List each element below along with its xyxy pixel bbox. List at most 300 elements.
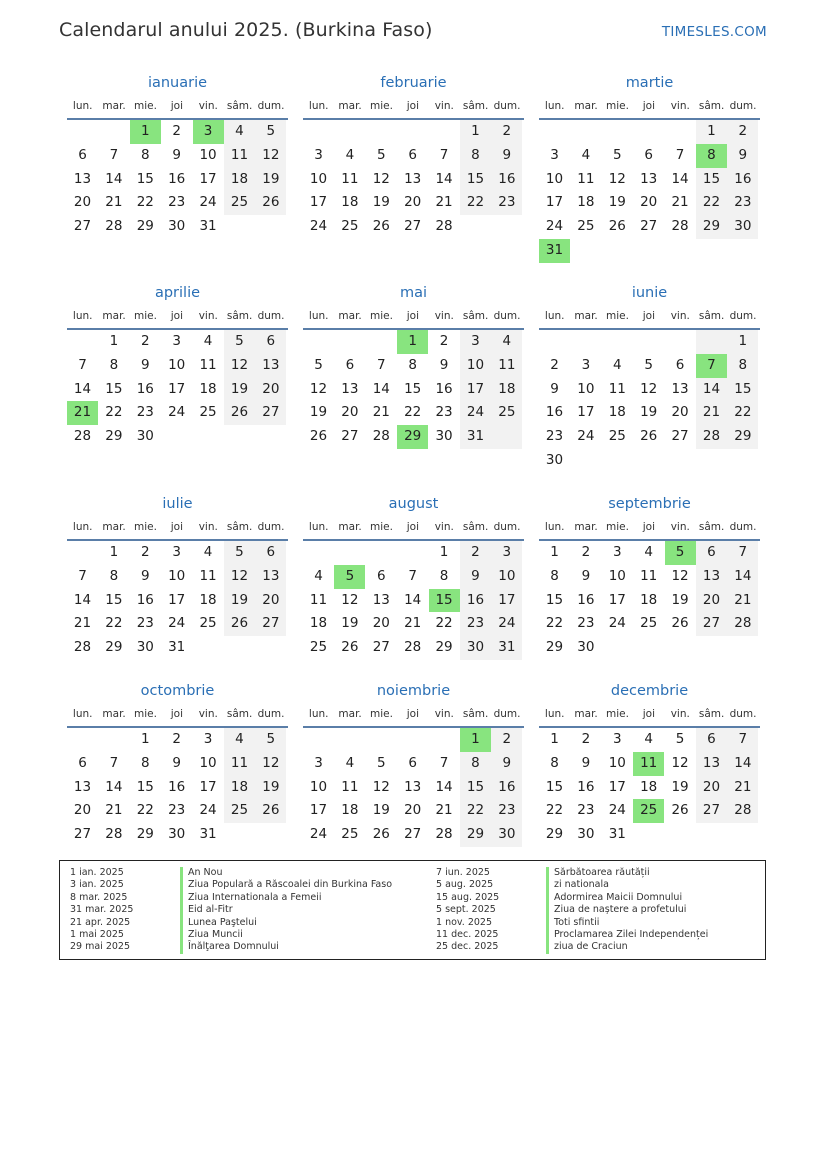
day-cell[interactable]: 2 — [491, 120, 522, 144]
holiday-day-cell[interactable]: 15 — [429, 589, 460, 613]
day-cell[interactable]: 22 — [105, 615, 123, 632]
day-cell[interactable]: 12 — [224, 565, 255, 589]
day-cell[interactable]: 20 — [255, 589, 286, 613]
day-cell[interactable]: 29 — [105, 428, 123, 445]
day-cell[interactable]: 23 — [491, 799, 522, 823]
day-cell[interactable]: 3 — [550, 146, 559, 163]
day-cell[interactable]: 25 — [341, 826, 359, 843]
day-cell[interactable]: 12 — [255, 752, 286, 776]
day-cell[interactable]: 11 — [341, 778, 359, 795]
day-cell[interactable]: 20 — [671, 404, 689, 421]
day-cell[interactable]: 10 — [199, 146, 217, 163]
day-cell[interactable]: 27 — [255, 401, 286, 425]
day-cell[interactable]: 15 — [727, 378, 758, 402]
day-cell[interactable]: 12 — [640, 380, 658, 397]
day-cell[interactable]: 5 — [224, 541, 255, 565]
day-cell[interactable]: 18 — [577, 194, 595, 211]
day-cell[interactable]: 17 — [199, 170, 217, 187]
day-cell[interactable]: 13 — [372, 591, 390, 608]
day-cell[interactable]: 19 — [608, 194, 626, 211]
day-cell[interactable]: 19 — [640, 404, 658, 421]
day-cell[interactable]: 24 — [460, 401, 491, 425]
day-cell[interactable]: 3 — [612, 731, 622, 747]
day-cell[interactable]: 12 — [372, 778, 390, 795]
day-cell[interactable]: 16 — [577, 778, 595, 795]
day-cell[interactable]: 7 — [78, 567, 87, 584]
day-cell[interactable]: 11 — [577, 170, 595, 187]
day-cell[interactable]: 8 — [550, 754, 559, 771]
day-cell[interactable]: 27 — [73, 218, 92, 235]
day-cell[interactable]: 24 — [545, 218, 564, 235]
day-cell[interactable]: 10 — [460, 354, 491, 378]
day-cell[interactable]: 4 — [224, 120, 255, 144]
day-cell[interactable]: 15 — [136, 170, 154, 187]
day-cell[interactable]: 9 — [727, 144, 758, 168]
day-cell[interactable]: 26 — [341, 639, 359, 656]
day-cell[interactable]: 6 — [255, 541, 286, 565]
day-cell[interactable]: 6 — [644, 146, 653, 163]
day-cell[interactable]: 18 — [309, 615, 328, 632]
day-cell[interactable]: 29 — [696, 215, 727, 239]
day-cell[interactable]: 25 — [224, 799, 255, 823]
day-cell[interactable]: 15 — [545, 778, 564, 795]
day-cell[interactable]: 1 — [460, 120, 491, 144]
day-cell[interactable]: 3 — [314, 146, 323, 163]
day-cell[interactable]: 16 — [168, 170, 186, 187]
day-cell[interactable]: 25 — [640, 615, 658, 632]
day-cell[interactable]: 25 — [341, 218, 359, 235]
day-cell[interactable]: 11 — [341, 170, 359, 187]
day-cell[interactable]: 22 — [435, 615, 453, 632]
day-cell[interactable]: 6 — [78, 754, 87, 771]
day-cell[interactable]: 11 — [199, 567, 217, 584]
day-cell[interactable]: 19 — [255, 776, 286, 800]
day-cell[interactable]: 21 — [435, 802, 453, 819]
day-cell[interactable]: 7 — [439, 146, 449, 163]
day-cell[interactable]: 3 — [612, 544, 622, 560]
holiday-day-cell[interactable]: 8 — [696, 144, 727, 168]
day-cell[interactable]: 2 — [172, 731, 181, 747]
day-cell[interactable]: 17 — [309, 194, 328, 211]
day-cell[interactable]: 2 — [581, 731, 591, 747]
day-cell[interactable]: 19 — [671, 591, 689, 608]
day-cell[interactable]: 14 — [105, 170, 123, 187]
day-cell[interactable]: 16 — [136, 591, 154, 608]
day-cell[interactable]: 4 — [345, 146, 355, 163]
day-cell[interactable]: 25 — [224, 191, 255, 215]
day-cell[interactable]: 1 — [109, 544, 119, 560]
day-cell[interactable]: 11 — [199, 356, 217, 373]
day-cell[interactable]: 10 — [577, 380, 595, 397]
day-cell[interactable]: 17 — [168, 380, 186, 397]
day-cell[interactable]: 31 — [168, 639, 186, 656]
day-cell[interactable]: 29 — [136, 218, 154, 235]
day-cell[interactable]: 7 — [408, 567, 417, 584]
day-cell[interactable]: 18 — [341, 802, 359, 819]
day-cell[interactable]: 21 — [435, 194, 453, 211]
day-cell[interactable]: 16 — [136, 380, 154, 397]
day-cell[interactable]: 21 — [727, 776, 758, 800]
day-cell[interactable]: 30 — [435, 428, 453, 445]
day-cell[interactable]: 23 — [577, 802, 595, 819]
day-cell[interactable]: 22 — [105, 404, 123, 421]
day-cell[interactable]: 8 — [727, 354, 758, 378]
day-cell[interactable]: 6 — [376, 567, 386, 584]
day-cell[interactable]: 18 — [491, 378, 522, 402]
day-cell[interactable]: 13 — [404, 170, 422, 187]
day-cell[interactable]: 26 — [671, 802, 689, 819]
day-cell[interactable]: 28 — [105, 218, 123, 235]
day-cell[interactable]: 25 — [199, 615, 217, 632]
day-cell[interactable]: 29 — [435, 639, 453, 656]
day-cell[interactable]: 4 — [491, 330, 522, 354]
day-cell[interactable]: 31 — [199, 218, 217, 235]
day-cell[interactable]: 19 — [309, 404, 328, 421]
day-cell[interactable]: 4 — [203, 333, 213, 349]
day-cell[interactable]: 5 — [255, 728, 286, 752]
day-cell[interactable]: 4 — [224, 728, 255, 752]
day-cell[interactable]: 17 — [168, 591, 186, 608]
day-cell[interactable]: 13 — [640, 170, 658, 187]
day-cell[interactable]: 14 — [727, 752, 758, 776]
day-cell[interactable]: 2 — [140, 333, 150, 349]
day-cell[interactable]: 1 — [550, 731, 559, 747]
day-cell[interactable]: 26 — [640, 428, 658, 445]
day-cell[interactable]: 7 — [78, 356, 87, 373]
day-cell[interactable]: 12 — [608, 170, 626, 187]
day-cell[interactable]: 14 — [404, 591, 422, 608]
day-cell[interactable]: 11 — [224, 144, 255, 168]
day-cell[interactable]: 14 — [73, 380, 92, 397]
holiday-day-cell[interactable]: 3 — [193, 120, 224, 144]
day-cell[interactable]: 20 — [696, 589, 727, 613]
day-cell[interactable]: 4 — [581, 146, 591, 163]
day-cell[interactable]: 20 — [696, 776, 727, 800]
day-cell[interactable]: 19 — [224, 378, 255, 402]
day-cell[interactable]: 14 — [105, 778, 123, 795]
day-cell[interactable]: 28 — [105, 826, 123, 843]
holiday-day-cell[interactable]: 11 — [633, 752, 664, 776]
day-cell[interactable]: 12 — [224, 354, 255, 378]
day-cell[interactable]: 10 — [608, 754, 626, 771]
day-cell[interactable]: 13 — [696, 565, 727, 589]
day-cell[interactable]: 10 — [168, 356, 186, 373]
day-cell[interactable]: 2 — [491, 728, 522, 752]
day-cell[interactable]: 12 — [255, 144, 286, 168]
day-cell[interactable]: 30 — [545, 451, 564, 468]
day-cell[interactable]: 22 — [696, 191, 727, 215]
day-cell[interactable]: 9 — [172, 146, 181, 163]
day-cell[interactable]: 22 — [460, 191, 491, 215]
day-cell[interactable]: 3 — [172, 333, 181, 349]
holiday-day-cell[interactable]: 1 — [460, 728, 491, 752]
day-cell[interactable]: 23 — [727, 191, 758, 215]
day-cell[interactable]: 28 — [372, 428, 390, 445]
day-cell[interactable]: 23 — [168, 802, 186, 819]
day-cell[interactable]: 20 — [73, 194, 92, 211]
day-cell[interactable]: 15 — [105, 591, 123, 608]
day-cell[interactable]: 21 — [73, 615, 92, 632]
day-cell[interactable]: 19 — [224, 589, 255, 613]
day-cell[interactable]: 29 — [545, 639, 564, 656]
day-cell[interactable]: 26 — [255, 799, 286, 823]
day-cell[interactable]: 10 — [168, 567, 186, 584]
day-cell[interactable]: 4 — [612, 356, 622, 373]
day-cell[interactable]: 18 — [608, 404, 626, 421]
day-cell[interactable]: 15 — [105, 380, 123, 397]
day-cell[interactable]: 14 — [73, 591, 92, 608]
day-cell[interactable]: 2 — [581, 544, 591, 560]
day-cell[interactable]: 4 — [345, 754, 355, 771]
day-cell[interactable]: 26 — [372, 826, 390, 843]
day-cell[interactable]: 30 — [727, 215, 758, 239]
day-cell[interactable]: 14 — [372, 380, 390, 397]
day-cell[interactable]: 13 — [696, 752, 727, 776]
day-cell[interactable]: 28 — [696, 425, 727, 449]
day-cell[interactable]: 11 — [640, 567, 658, 584]
day-cell[interactable]: 29 — [136, 826, 154, 843]
day-cell[interactable]: 16 — [491, 776, 522, 800]
day-cell[interactable]: 26 — [309, 428, 328, 445]
holiday-day-cell[interactable]: 5 — [665, 541, 696, 565]
day-cell[interactable]: 6 — [408, 146, 417, 163]
day-cell[interactable]: 3 — [491, 541, 522, 565]
day-cell[interactable]: 27 — [671, 428, 689, 445]
day-cell[interactable]: 30 — [577, 826, 595, 843]
day-cell[interactable]: 14 — [727, 565, 758, 589]
day-cell[interactable]: 4 — [314, 567, 323, 584]
day-cell[interactable]: 22 — [136, 802, 154, 819]
day-cell[interactable]: 20 — [73, 802, 92, 819]
holiday-day-cell[interactable]: 31 — [539, 239, 570, 263]
day-cell[interactable]: 11 — [491, 354, 522, 378]
day-cell[interactable]: 9 — [140, 567, 150, 584]
day-cell[interactable]: 17 — [460, 378, 491, 402]
holiday-day-cell[interactable]: 29 — [397, 425, 428, 449]
day-cell[interactable]: 2 — [439, 333, 449, 349]
day-cell[interactable]: 10 — [309, 170, 328, 187]
day-cell[interactable]: 8 — [140, 146, 150, 163]
day-cell[interactable]: 30 — [136, 428, 154, 445]
day-cell[interactable]: 28 — [73, 428, 92, 445]
day-cell[interactable]: 4 — [644, 544, 653, 560]
day-cell[interactable]: 24 — [491, 612, 522, 636]
day-cell[interactable]: 26 — [671, 615, 689, 632]
day-cell[interactable]: 19 — [341, 615, 359, 632]
day-cell[interactable]: 27 — [255, 612, 286, 636]
day-cell[interactable]: 18 — [341, 194, 359, 211]
day-cell[interactable]: 24 — [309, 826, 328, 843]
day-cell[interactable]: 12 — [372, 170, 390, 187]
day-cell[interactable]: 8 — [460, 752, 491, 776]
day-cell[interactable]: 11 — [608, 380, 626, 397]
day-cell[interactable]: 25 — [608, 428, 626, 445]
day-cell[interactable]: 22 — [460, 799, 491, 823]
day-cell[interactable]: 8 — [460, 144, 491, 168]
day-cell[interactable]: 18 — [224, 776, 255, 800]
day-cell[interactable]: 5 — [314, 356, 323, 373]
day-cell[interactable]: 10 — [199, 754, 217, 771]
day-cell[interactable]: 16 — [168, 778, 186, 795]
day-cell[interactable]: 16 — [491, 168, 522, 192]
holiday-day-cell[interactable]: 1 — [397, 330, 428, 354]
day-cell[interactable]: 2 — [727, 120, 758, 144]
day-cell[interactable]: 29 — [727, 425, 758, 449]
day-cell[interactable]: 5 — [376, 146, 386, 163]
day-cell[interactable]: 27 — [404, 826, 422, 843]
day-cell[interactable]: 22 — [545, 802, 564, 819]
day-cell[interactable]: 22 — [545, 615, 564, 632]
day-cell[interactable]: 30 — [491, 823, 522, 847]
day-cell[interactable]: 9 — [550, 380, 559, 397]
day-cell[interactable]: 27 — [341, 428, 359, 445]
day-cell[interactable]: 30 — [168, 826, 186, 843]
day-cell[interactable]: 5 — [255, 120, 286, 144]
day-cell[interactable]: 3 — [203, 731, 213, 747]
day-cell[interactable]: 31 — [460, 425, 491, 449]
day-cell[interactable]: 6 — [696, 541, 727, 565]
day-cell[interactable]: 14 — [696, 378, 727, 402]
day-cell[interactable]: 13 — [341, 380, 359, 397]
day-cell[interactable]: 28 — [435, 218, 453, 235]
day-cell[interactable]: 21 — [404, 615, 422, 632]
day-cell[interactable]: 9 — [491, 144, 522, 168]
day-cell[interactable]: 13 — [255, 354, 286, 378]
day-cell[interactable]: 9 — [460, 565, 491, 589]
day-cell[interactable]: 2 — [550, 356, 559, 373]
day-cell[interactable]: 20 — [640, 194, 658, 211]
day-cell[interactable]: 1 — [696, 120, 727, 144]
day-cell[interactable]: 7 — [109, 754, 119, 771]
day-cell[interactable]: 13 — [671, 380, 689, 397]
day-cell[interactable]: 1 — [439, 544, 449, 560]
day-cell[interactable]: 28 — [435, 826, 453, 843]
holiday-day-cell[interactable]: 7 — [696, 354, 727, 378]
day-cell[interactable]: 24 — [199, 802, 217, 819]
day-cell[interactable]: 27 — [696, 799, 727, 823]
day-cell[interactable]: 22 — [136, 194, 154, 211]
day-cell[interactable]: 26 — [255, 191, 286, 215]
day-cell[interactable]: 3 — [460, 330, 491, 354]
day-cell[interactable]: 21 — [105, 194, 123, 211]
day-cell[interactable]: 24 — [608, 802, 626, 819]
day-cell[interactable]: 27 — [696, 612, 727, 636]
day-cell[interactable]: 2 — [140, 544, 150, 560]
day-cell[interactable]: 13 — [73, 170, 92, 187]
day-cell[interactable]: 21 — [727, 589, 758, 613]
day-cell[interactable]: 29 — [460, 823, 491, 847]
day-cell[interactable]: 11 — [224, 752, 255, 776]
day-cell[interactable]: 23 — [491, 191, 522, 215]
day-cell[interactable]: 13 — [73, 778, 92, 795]
day-cell[interactable]: 17 — [608, 778, 626, 795]
day-cell[interactable]: 16 — [545, 404, 564, 421]
day-cell[interactable]: 10 — [491, 565, 522, 589]
day-cell[interactable]: 20 — [404, 802, 422, 819]
holiday-day-cell[interactable]: 5 — [334, 565, 365, 589]
day-cell[interactable]: 18 — [640, 591, 658, 608]
day-cell[interactable]: 15 — [136, 778, 154, 795]
day-cell[interactable]: 1 — [140, 731, 150, 747]
day-cell[interactable]: 14 — [435, 778, 453, 795]
day-cell[interactable]: 15 — [545, 591, 564, 608]
day-cell[interactable]: 17 — [545, 194, 564, 211]
day-cell[interactable]: 7 — [675, 146, 685, 163]
day-cell[interactable]: 1 — [727, 330, 758, 354]
day-cell[interactable]: 8 — [109, 356, 119, 373]
day-cell[interactable]: 9 — [581, 567, 591, 584]
day-cell[interactable]: 20 — [341, 404, 359, 421]
day-cell[interactable]: 15 — [696, 168, 727, 192]
day-cell[interactable]: 25 — [309, 639, 328, 656]
day-cell[interactable]: 24 — [577, 428, 595, 445]
day-cell[interactable]: 7 — [727, 728, 758, 752]
day-cell[interactable]: 4 — [203, 544, 213, 560]
day-cell[interactable]: 5 — [376, 754, 386, 771]
day-cell[interactable]: 13 — [255, 565, 286, 589]
day-cell[interactable]: 22 — [404, 404, 422, 421]
day-cell[interactable]: 23 — [168, 194, 186, 211]
day-cell[interactable]: 24 — [168, 615, 186, 632]
day-cell[interactable]: 21 — [696, 401, 727, 425]
day-cell[interactable]: 20 — [372, 615, 390, 632]
day-cell[interactable]: 9 — [491, 752, 522, 776]
day-cell[interactable]: 7 — [727, 541, 758, 565]
day-cell[interactable]: 30 — [136, 639, 154, 656]
day-cell[interactable]: 23 — [577, 615, 595, 632]
day-cell[interactable]: 4 — [644, 731, 653, 747]
day-cell[interactable]: 26 — [224, 401, 255, 425]
day-cell[interactable]: 6 — [255, 330, 286, 354]
day-cell[interactable]: 17 — [309, 802, 328, 819]
day-cell[interactable]: 12 — [671, 754, 689, 771]
holiday-day-cell[interactable]: 21 — [67, 401, 98, 425]
day-cell[interactable]: 5 — [612, 146, 622, 163]
day-cell[interactable]: 2 — [460, 541, 491, 565]
day-cell[interactable]: 26 — [372, 218, 390, 235]
day-cell[interactable]: 8 — [140, 754, 150, 771]
day-cell[interactable]: 3 — [314, 754, 323, 771]
day-cell[interactable]: 9 — [172, 754, 181, 771]
day-cell[interactable]: 30 — [577, 639, 595, 656]
day-cell[interactable]: 6 — [78, 146, 87, 163]
site-link[interactable]: TIMESLES.COM — [661, 24, 767, 40]
day-cell[interactable]: 24 — [608, 615, 626, 632]
day-cell[interactable]: 28 — [404, 639, 422, 656]
day-cell[interactable]: 24 — [199, 194, 217, 211]
day-cell[interactable]: 19 — [372, 802, 390, 819]
day-cell[interactable]: 12 — [671, 567, 689, 584]
day-cell[interactable]: 2 — [172, 123, 181, 139]
day-cell[interactable]: 9 — [581, 754, 591, 771]
day-cell[interactable]: 21 — [671, 194, 689, 211]
day-cell[interactable]: 27 — [640, 218, 658, 235]
day-cell[interactable]: 10 — [309, 778, 328, 795]
day-cell[interactable]: 6 — [675, 356, 685, 373]
day-cell[interactable]: 1 — [109, 333, 119, 349]
day-cell[interactable]: 10 — [545, 170, 564, 187]
day-cell[interactable]: 8 — [109, 567, 119, 584]
day-cell[interactable]: 12 — [309, 380, 328, 397]
day-cell[interactable]: 8 — [550, 567, 559, 584]
day-cell[interactable]: 25 — [199, 404, 217, 421]
day-cell[interactable]: 16 — [727, 168, 758, 192]
day-cell[interactable]: 16 — [577, 591, 595, 608]
day-cell[interactable]: 17 — [491, 589, 522, 613]
day-cell[interactable]: 24 — [168, 404, 186, 421]
day-cell[interactable]: 6 — [408, 754, 417, 771]
day-cell[interactable]: 29 — [545, 826, 564, 843]
